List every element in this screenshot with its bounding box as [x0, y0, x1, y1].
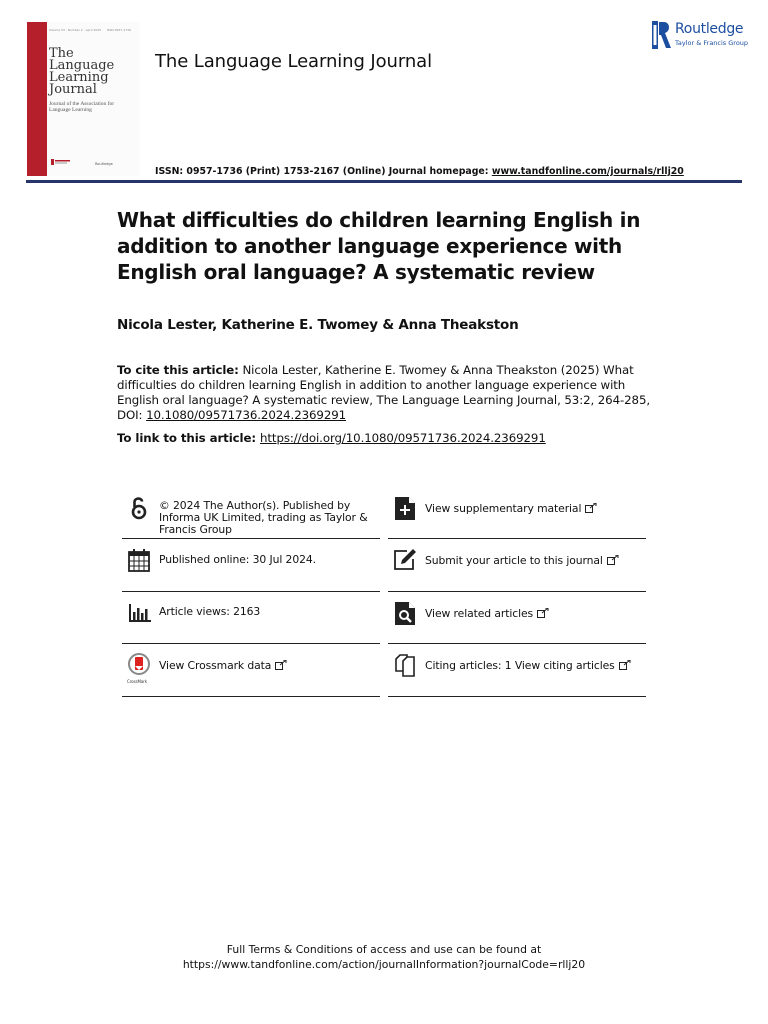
external-link-icon	[275, 660, 287, 670]
journal-cover-image	[27, 22, 139, 176]
link-label: To link to this article:	[117, 431, 261, 445]
article-doi-link[interactable]: https://doi.org/10.1080/09571736.2024.2369291	[260, 431, 546, 445]
divider	[388, 538, 646, 539]
search-document-icon	[392, 600, 418, 626]
bar-chart-icon	[126, 600, 152, 626]
publisher-name: Routledge	[675, 21, 744, 37]
issn-text: ISSN: 0957-1736 (Print) 1753-2167 (Online) Journal homepage:	[155, 166, 492, 177]
divider	[122, 591, 380, 592]
open-access-icon	[126, 495, 152, 521]
header-divider	[26, 180, 742, 183]
association-logo-icon	[51, 159, 71, 165]
calendar-icon	[126, 547, 152, 573]
external-link-icon	[619, 660, 631, 670]
footer-line-1: Full Terms & Conditions of access and use can be found at	[226, 943, 542, 956]
divider	[122, 696, 380, 697]
journal-homepage-link[interactable]: www.tandfonline.com/journals/rllj20	[491, 166, 684, 177]
publisher-logo[interactable]	[652, 20, 752, 50]
issn-line	[155, 166, 684, 177]
external-link-icon	[585, 503, 597, 513]
cover-issue-line: Volume 53 · Number 2 · April 2025 ISSN 0957-1736	[49, 28, 131, 32]
add-document-icon	[392, 495, 418, 521]
cite-text: Nicola Lester, Katherine E. Twomey & Anna Theakston (2025) What difficulties do children learning English in addition to another language experience with English oral language? A systematic review, The Language Learning Journal, 53:2, 264-285, DOI:	[117, 363, 651, 422]
cover-publisher-logo: Routledge	[95, 162, 113, 166]
cite-label: To cite this article:	[117, 363, 239, 377]
citing-documents-icon	[392, 652, 418, 678]
cover-title: The Language Learning Journal	[49, 46, 115, 97]
divider	[388, 643, 646, 644]
related-articles-text: View related articles	[425, 607, 534, 620]
open-access-text: © 2024 The Author(s). Published by Informa UK Limited, trading as Taylor & Francis Group	[159, 499, 368, 536]
edit-icon	[392, 547, 418, 573]
divider	[122, 538, 380, 539]
external-link-icon	[537, 608, 549, 618]
cite-doi-link[interactable]: 10.1080/09571736.2024.2369291	[146, 408, 347, 422]
crossmark-logo-text: CrossMark	[127, 679, 147, 684]
crossmark-text: View Crossmark data	[159, 659, 272, 672]
divider	[388, 696, 646, 697]
published-online-text: Published online: 30 Jul 2024.	[159, 553, 316, 566]
cover-panel	[47, 22, 139, 176]
article-authors: Nicola Lester, Katherine E. Twomey & Anna Theakston	[117, 317, 519, 333]
routledge-r-icon	[652, 21, 672, 49]
footer-terms	[0, 942, 768, 972]
article-views-text: Article views: 2163	[159, 605, 261, 618]
cover-subtitle: Journal of the Association for Language Learning	[49, 101, 115, 113]
citing-articles-text: Citing articles: 1 View citing articles	[425, 659, 615, 672]
divider	[122, 643, 380, 644]
publisher-subtitle: Taylor & Francis Group	[675, 39, 749, 47]
citation-block	[117, 363, 662, 423]
submit-article-text: Submit your article to this journal	[425, 554, 603, 567]
divider	[388, 591, 646, 592]
supplementary-text: View supplementary material	[425, 502, 582, 515]
article-link-line	[117, 431, 546, 445]
footer-terms-link[interactable]: https://www.tandfonline.com/action/journalInformation?journalCode=rllj20	[182, 958, 586, 971]
article-title: What difficulties do children learning English in addition to another language experience with English oral language? A systematic review	[117, 208, 641, 284]
external-link-icon	[607, 555, 619, 565]
journal-name[interactable]: The Language Learning Journal	[155, 51, 432, 72]
